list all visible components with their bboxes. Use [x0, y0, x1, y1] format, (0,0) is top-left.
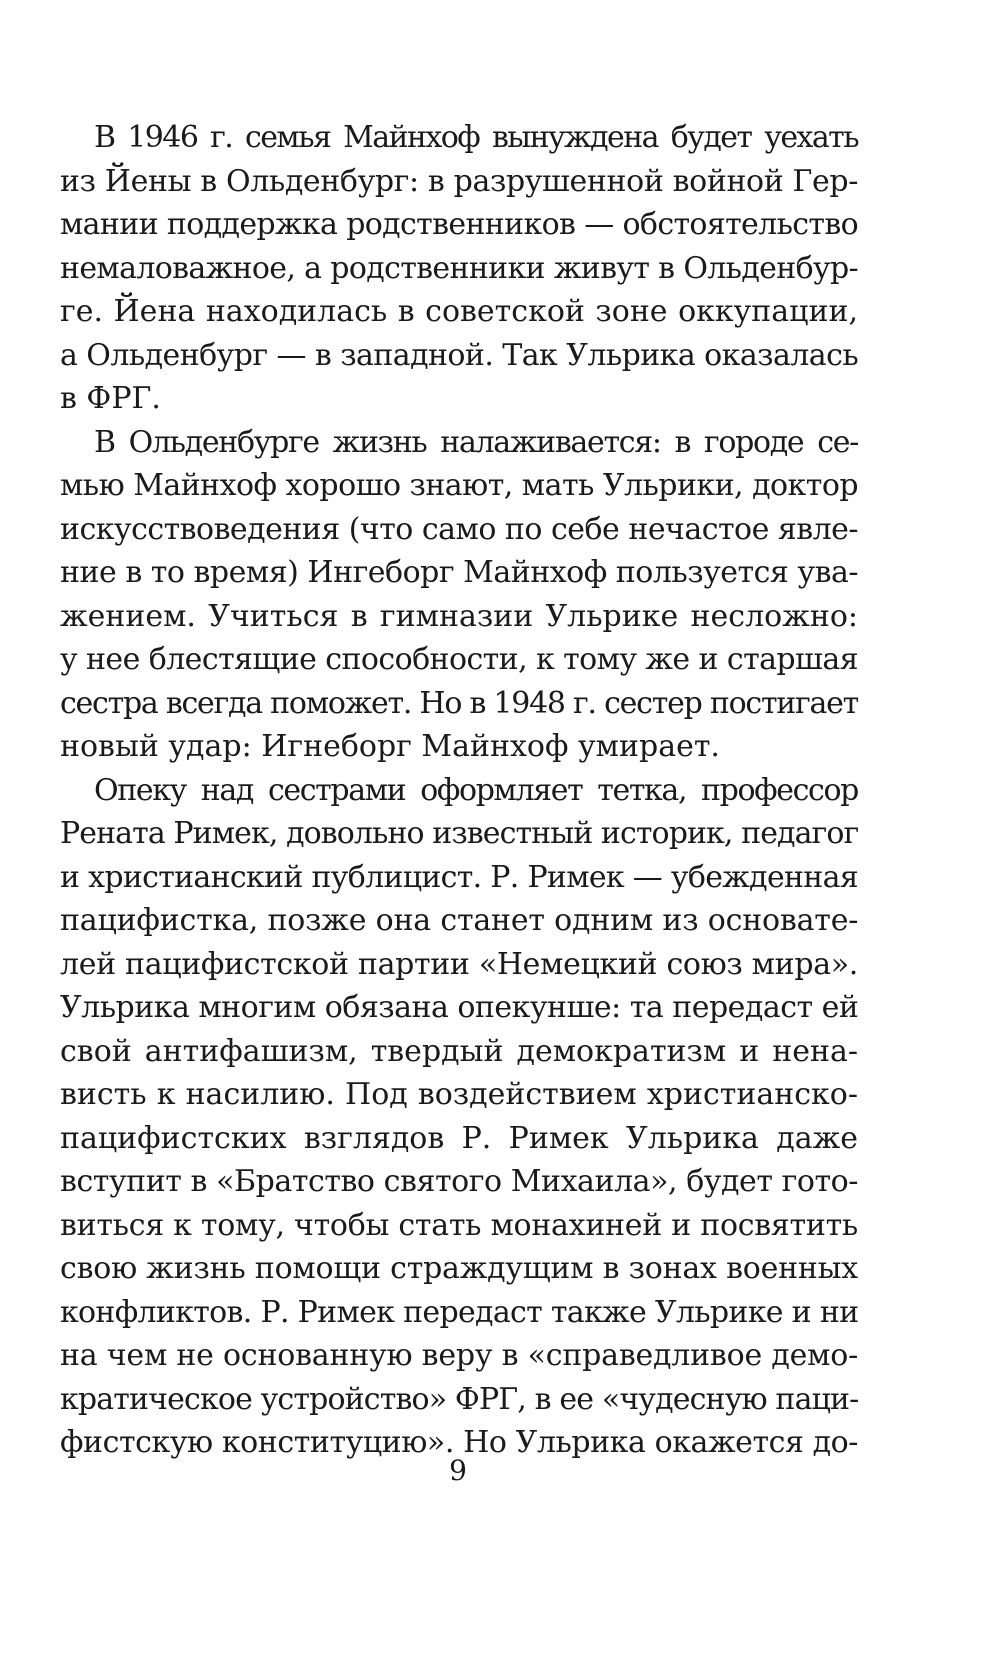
text-line: в ФРГ.: [60, 381, 161, 416]
text-line: кратическое устройство» ФРГ, в ее «чудесную паци-: [60, 1381, 859, 1417]
text-line: искусствоведения (что само по себе нечастое явле-: [60, 511, 858, 547]
text-line: а Ольденбург — в западной. Так Ульрика оказалась: [60, 337, 859, 373]
text-line: жением. Учиться в гимназии Ульрике несложно:: [60, 598, 858, 634]
text-line: свою жизнь помощи страждущим в зонах военных: [60, 1251, 858, 1286]
text-line: мью Майнхоф хорошо знают, мать Ульрики, доктор: [60, 468, 858, 503]
text-line: на чем не основанную веру в «справедливое демо-: [60, 1338, 859, 1373]
text-line: и христианский публицист. Р. Римек — убежденная: [60, 859, 858, 895]
text-line: фистскую конституцию». Но Ульрика окажется до-: [60, 1425, 858, 1460]
text-line: ге. Йена находилась в советской зоне оккупации,: [60, 294, 858, 329]
text-line: у нее блестящие способности, к тому же и старшая: [60, 642, 858, 677]
paragraph-1: [60, 116, 858, 421]
text-line: новый удар: Игнеборг Майнхоф умирает.: [60, 729, 720, 764]
page-number: 9: [449, 1454, 467, 1487]
text-line: мании поддержка родственников — обстоятельство: [60, 207, 858, 242]
text-line: из Йены в Ольденбург: в разрушенной войной Гер-: [60, 163, 858, 199]
text-line: В 1946 г. семья Майнхоф вынуждена будет уехать: [94, 120, 858, 155]
paragraph-2: [60, 421, 858, 769]
body-text: [60, 116, 858, 1465]
text-line: виться к тому, чтобы стать монахиней и посвятить: [60, 1207, 858, 1243]
text-line: ние в то время) Ингеборг Майнхоф пользуется ува-: [60, 555, 858, 590]
text-line: пацифистка, позже она станет одним из основате-: [60, 903, 859, 938]
text-line: пацифистских взглядов Р. Римек Ульрика даже: [60, 1120, 858, 1156]
text-line: Рената Римек, довольно известный историк, педагог: [60, 816, 859, 851]
text-line: немаловажное, а родственники живут в Ольденбур-: [60, 250, 858, 286]
paragraph-3: [60, 769, 858, 1465]
text-line: конфликтов. Р. Римек передаст также Ульрике и ни: [60, 1294, 859, 1330]
text-line: Опеку над сестрами оформляет тетка, профессор: [94, 772, 858, 808]
text-line: лей пацифистской партии «Немецкий союз мира».: [60, 946, 858, 982]
text-line: В Ольденбурге жизнь налаживается: в городе се-: [94, 424, 858, 460]
text-line: Ульрика многим обязана опекунше: та передаст ей: [60, 990, 859, 1025]
text-line: висть к насилию. Под воздействием христианско-: [60, 1077, 858, 1112]
text-line: свой антифашизм, твердый демократизм и нена-: [60, 1033, 858, 1069]
text-line: вступит в «Братство святого Михаила», будет гото-: [60, 1164, 858, 1199]
text-line: сестра всегда поможет. Но в 1948 г. сестер постигает: [60, 685, 858, 721]
